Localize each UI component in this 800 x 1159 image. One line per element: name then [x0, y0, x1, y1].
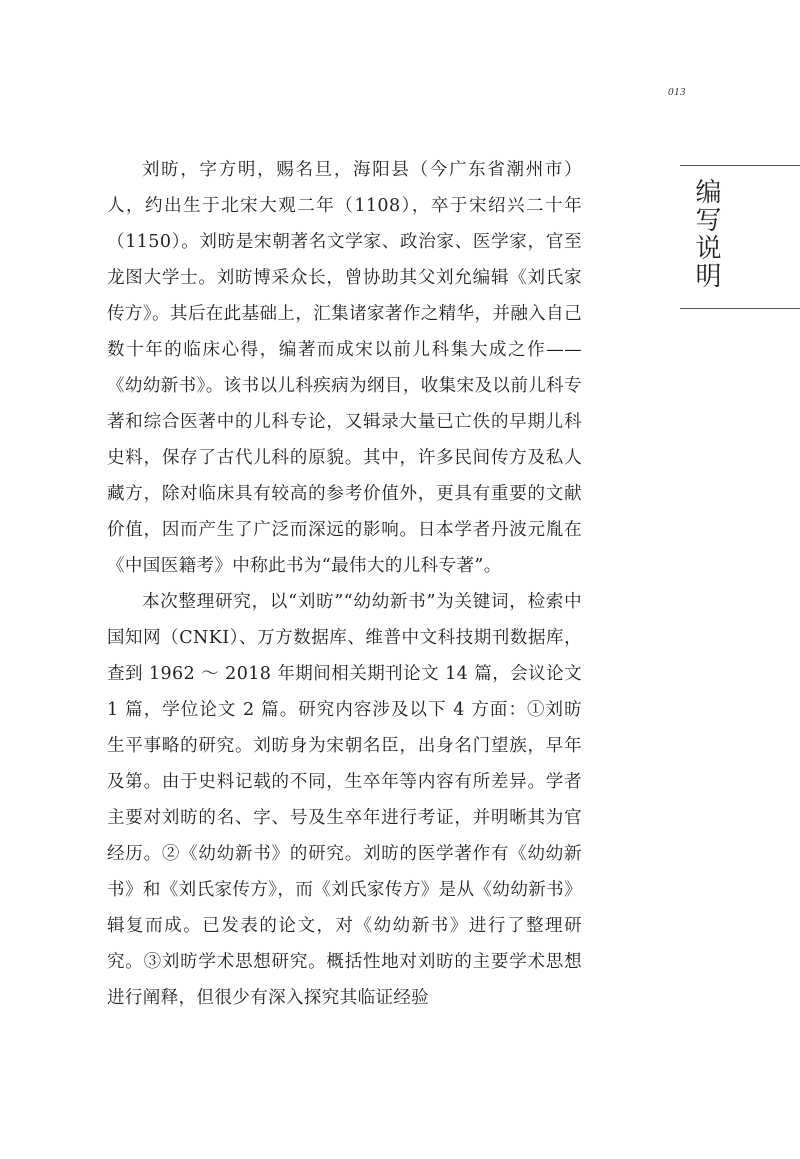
section-rule-top: [680, 165, 800, 166]
section-title: 编写说明: [691, 178, 721, 290]
page-number: 013: [668, 86, 686, 98]
section-rule-bottom: [680, 308, 800, 309]
paragraph-2: 本次整理研究，以“刘昉”“幼幼新书”为关键词，检索中国知网（CNKI）、万方数据库、维普中文科技期刊数据库，查到 1962 ～ 2018 年期间相关期刊论文 14 篇，会议论文 1 篇，学位论文 2 篇。研究内容涉及以下 4 方面：①刘昉生平事略的研究。刘昉身为宋朝名臣，出身名门望族，早年及第。由于史料记载的不同，生卒年等内容有所差异。学者主要对刘昉的名、字、号及生卒年进行考证，并明晰其为官经历。②《幼幼新书》的研究。刘昉的医学著作有《幼幼新书》和《刘氏家传方》，而《刘氏家传方》是从《幼幼新书》辑复而成。已发表的论文，对《幼幼新书》进行了整理研究。③刘昉学术思想研究。概括性地对刘昉的主要学术思想进行阐释，但很少有深入探究其临证经验: [107, 592, 582, 1008]
paragraph-1: 刘昉，字方明，赐名旦，海阳县（今广东省潮州市）人，约出生于北宋大观二年（1108），卒于宋绍兴二十年（1150）。刘昉是宋朝著名文学家、政治家、医学家，官至龙图大学士。刘昉博采众长，曾协助其父刘允编辑《刘氏家传方》。其后在此基础上，汇集诸家著作之精华，并融入自己数十年的临床心得，编著而成宋以前儿科集大成之作——《幼幼新书》。该书以儿科疾病为纲目，收集宋及以前儿科专著和综合医著中的儿科专论，又辑录大量已亡佚的早期儿科史料，保存了古代儿科的原貌。其中，许多民间传方及私人藏方，除对临床具有较高的参考价值外，更具有重要的文献价值，因而产生了广泛而深远的影响。日本学者丹波元胤在《中国医籍考》中称此书为“最伟大的儿科专著”。: [107, 160, 582, 576]
body-text: [107, 152, 582, 1016]
